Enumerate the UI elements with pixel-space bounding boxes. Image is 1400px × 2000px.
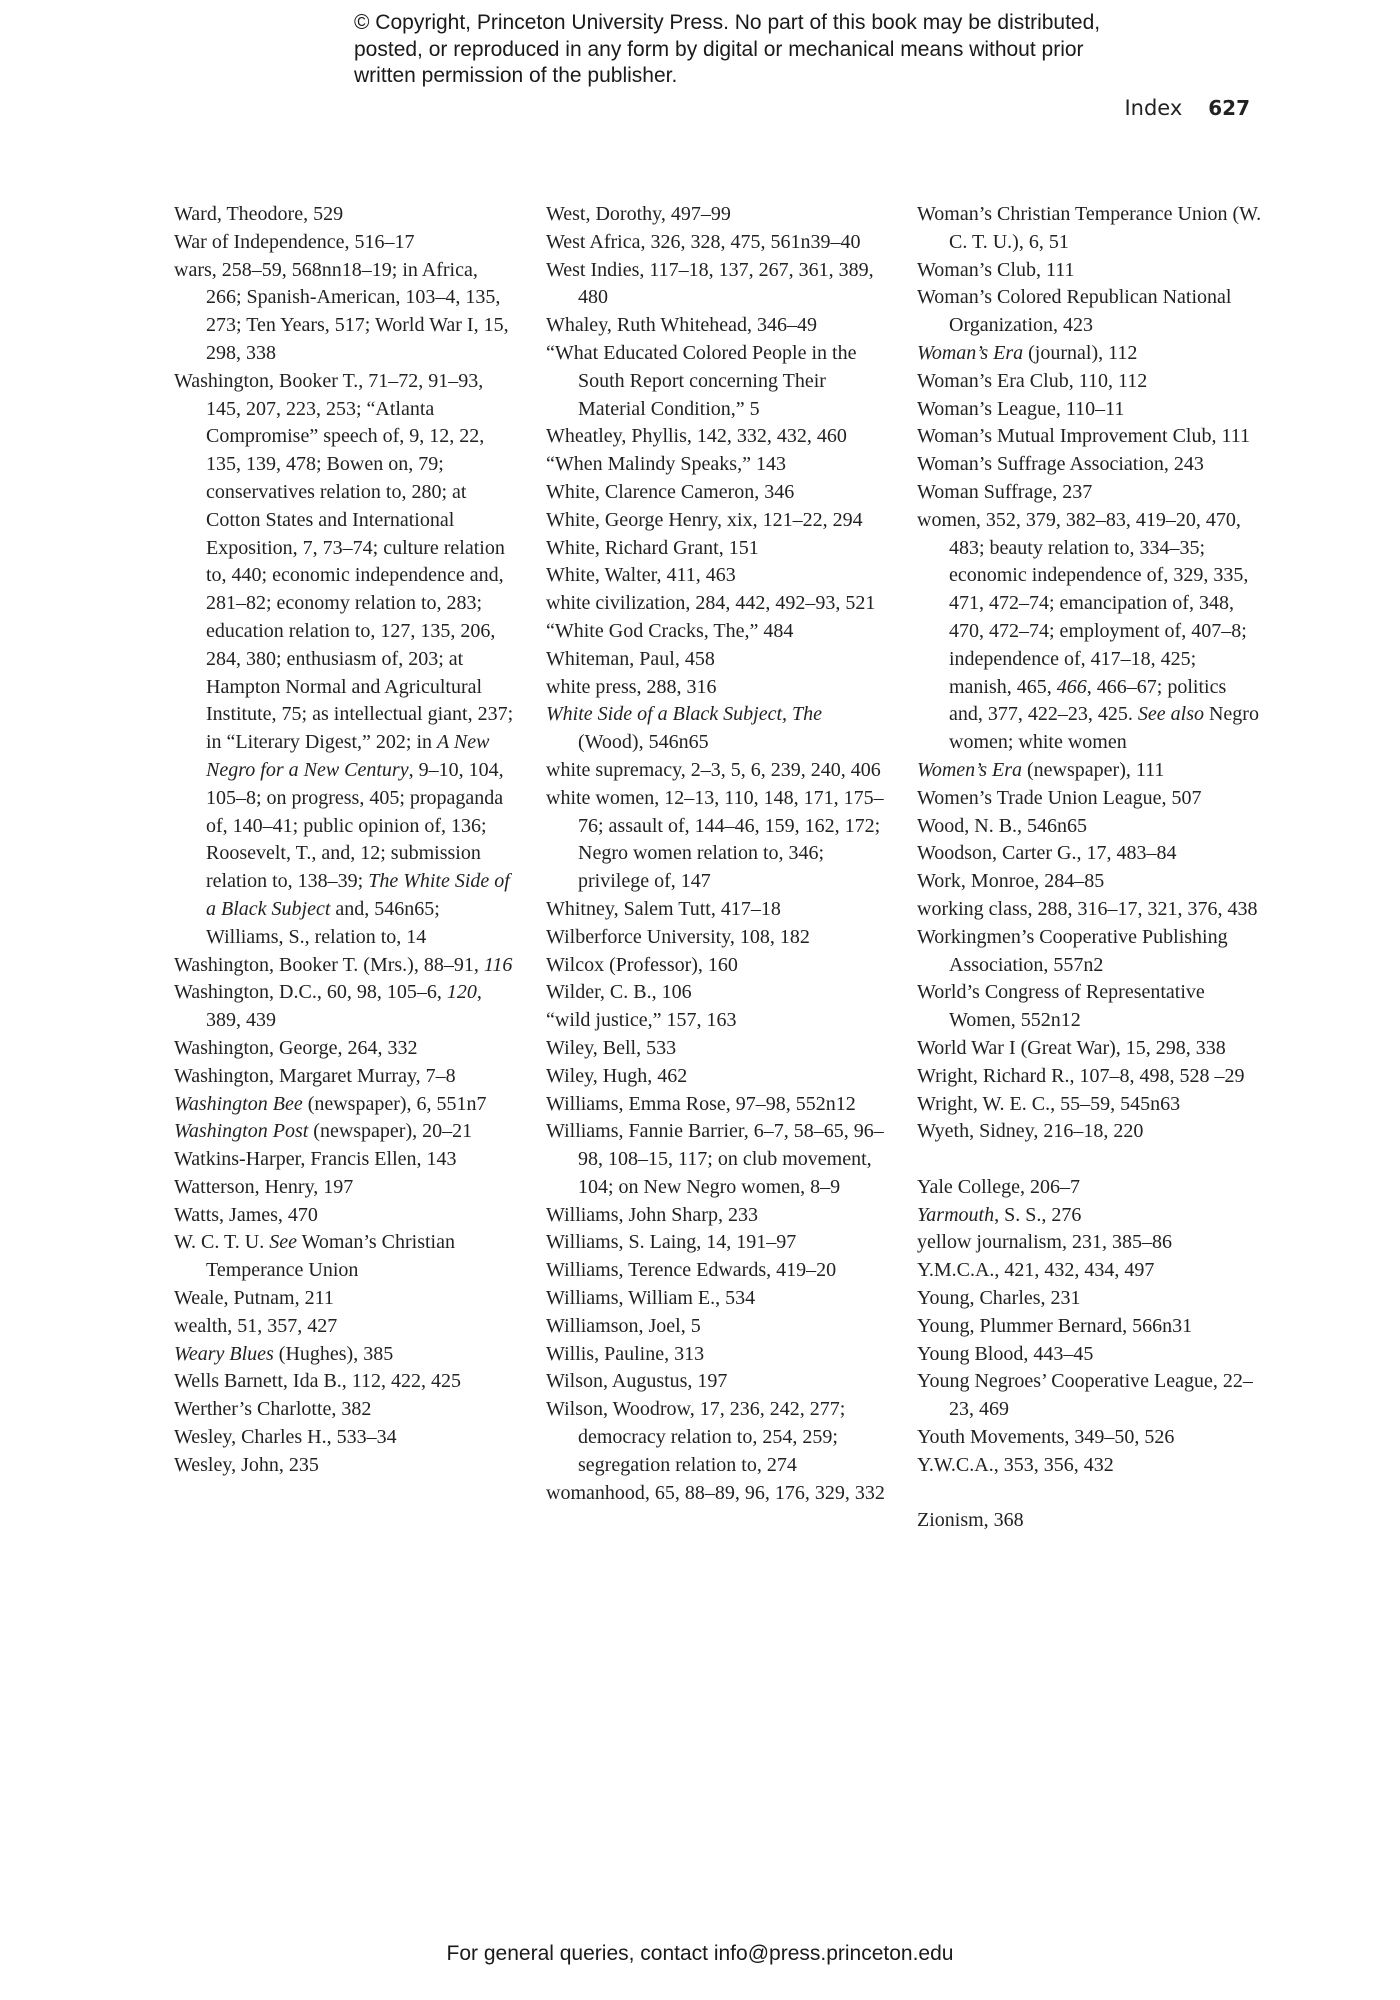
index-entry xyxy=(546,1035,886,1063)
index-entry xyxy=(174,1313,514,1341)
index-entry xyxy=(917,507,1262,757)
entry-text: Woman Suffrage, 237 xyxy=(917,480,1093,503)
entry-italic-text: 466 xyxy=(1056,675,1087,698)
entry-text: , 9–10, 104, 105–8; on progress, 405; propaganda of, 140–41; public opinion of, 136; Roosevelt, T., and, 12; submission relation to, 138–39; xyxy=(206,758,504,893)
index-entry xyxy=(546,979,886,1007)
entry-text: Ward, Theodore, 529 xyxy=(174,203,344,225)
entry-italic-text: Washington Bee xyxy=(174,1092,303,1115)
entry-text: Y.M.C.A., 421, 432, 434, 497 xyxy=(917,1259,1155,1282)
index-entry xyxy=(174,952,514,980)
index-entry xyxy=(546,896,886,924)
index-entry xyxy=(917,201,1262,257)
entry-text: Wheatley, Phyllis, 142, 332, 432, 460 xyxy=(546,425,847,448)
entry-text: W. C. T. U. xyxy=(174,1231,270,1254)
entry-text: Weale, Putnam, 211 xyxy=(174,1287,334,1310)
index-entry xyxy=(917,479,1262,507)
entry-italic-text: Weary Blues xyxy=(174,1342,274,1365)
index-entry xyxy=(917,1063,1262,1091)
entry-text: Woman’s Suffrage Association, 243 xyxy=(917,453,1204,476)
index-entry xyxy=(546,507,886,535)
entry-text: Work, Monroe, 284–85 xyxy=(917,870,1105,893)
letter-group-gap xyxy=(917,1480,1262,1508)
index-entry xyxy=(546,1341,886,1369)
index-entry xyxy=(917,1452,1262,1480)
entry-text: White, Clarence Cameron, 346 xyxy=(546,480,795,503)
index-entry xyxy=(917,396,1262,424)
index-entry xyxy=(546,618,886,646)
index-entry xyxy=(917,1118,1262,1146)
entry-text: Watts, James, 470 xyxy=(174,1203,318,1226)
entry-text: Williams, Terence Edwards, 419–20 xyxy=(546,1259,837,1282)
entry-text: Wilson, Augustus, 197 xyxy=(546,1370,728,1393)
index-entry xyxy=(546,1229,886,1257)
index-entry xyxy=(546,701,886,757)
index-entry xyxy=(174,1035,514,1063)
entry-italic-text: A New Negro for a New Century xyxy=(206,731,490,781)
entry-text: Wright, W. E. C., 55–59, 545n63 xyxy=(917,1092,1181,1115)
index-entry xyxy=(546,590,886,618)
index-entry xyxy=(546,1202,886,1230)
entry-text: Young, Charles, 231 xyxy=(917,1287,1081,1310)
entry-italic-text: The White Side of a Black Subject xyxy=(206,870,510,920)
entry-text: Woman’s Colored Republican National Organization, 423 xyxy=(917,286,1232,337)
entry-italic-text: 120 xyxy=(446,981,477,1004)
entry-text: Werther’s Charlotte, 382 xyxy=(174,1398,372,1421)
index-entry xyxy=(917,1202,1262,1230)
entry-text: Whitney, Salem Tutt, 417–18 xyxy=(546,897,781,920)
index-entry xyxy=(546,1396,886,1479)
entry-text: Wilberforce University, 108, 182 xyxy=(546,925,810,948)
entry-text: Williams, John Sharp, 233 xyxy=(546,1203,758,1226)
entry-italic-text: Woman’s Era xyxy=(917,341,1024,364)
entry-text: Wilson, Woodrow, 17, 236, 242, 277; democracy relation to, 254, 259; segregation relation to, 274 xyxy=(546,1398,846,1476)
entry-text: White, Walter, 411, 463 xyxy=(546,564,736,587)
index-entry xyxy=(174,1063,514,1091)
entry-text: Wright, Richard R., 107–8, 498, 528 –29 xyxy=(917,1064,1245,1087)
index-entry xyxy=(546,1063,886,1091)
entry-text: “wild justice,” 157, 163 xyxy=(546,1009,737,1032)
copyright-notice: © Copyright, Princeton University Press. No part of this book may be distributed, posted, or reproduced in any form by digital or mechanical means without prior written permission of the publisher. xyxy=(354,11,1101,87)
entry-italic-text: Washington Post xyxy=(174,1120,309,1143)
index-entry xyxy=(546,1285,886,1313)
index-entry xyxy=(546,757,886,785)
entry-text: Wells Barnett, Ida B., 112, 422, 425 xyxy=(174,1370,462,1393)
entry-text: West Africa, 326, 328, 475, 561n39–40 xyxy=(546,230,861,253)
entry-text: Wilder, C. B., 106 xyxy=(546,981,692,1004)
entry-text: Negro women; white women xyxy=(949,703,1259,754)
entry-text: Williams, S. Laing, 14, 191–97 xyxy=(546,1231,797,1254)
entry-text: Young Blood, 443–45 xyxy=(917,1342,1094,1365)
section-label: Index xyxy=(1124,96,1183,120)
index-entry xyxy=(174,1452,514,1480)
entry-text: Wiley, Hugh, 462 xyxy=(546,1064,688,1087)
running-head xyxy=(1124,96,1250,120)
entry-text: Wilcox (Professor), 160 xyxy=(546,953,738,976)
index-entry xyxy=(174,1341,514,1369)
entry-text: Woman’s Christian Temperance Union (W. C. T. U.), 6, 51 xyxy=(917,203,1262,253)
index-entry xyxy=(917,368,1262,396)
entry-text: , S. S., 276 xyxy=(994,1203,1082,1226)
entry-text: White, Richard Grant, 151 xyxy=(546,536,759,559)
index-entry xyxy=(546,1257,886,1285)
entry-text: Women’s Trade Union League, 507 xyxy=(917,786,1202,809)
index-entry xyxy=(546,451,886,479)
letter-group-gap xyxy=(917,1146,1262,1174)
index-entry xyxy=(917,924,1262,980)
entry-text: Wood, N. B., 546n65 xyxy=(917,814,1088,837)
entry-text: white civilization, 284, 442, 492–93, 521 xyxy=(546,592,876,615)
entry-text: Yale College, 206–7 xyxy=(917,1175,1080,1198)
index-entry xyxy=(917,284,1262,340)
index-entry xyxy=(546,1118,886,1201)
index-entry xyxy=(917,840,1262,868)
entry-text: Woman’s Club, 111 xyxy=(917,258,1075,281)
index-entry xyxy=(546,646,886,674)
index-entry xyxy=(546,785,886,896)
entry-text: womanhood, 65, 88–89, 96, 176, 329, 332 xyxy=(546,1481,885,1504)
index-entry xyxy=(546,479,886,507)
index-entry xyxy=(546,1313,886,1341)
index-entry xyxy=(174,1424,514,1452)
index-entry xyxy=(917,257,1262,285)
entry-text: wealth, 51, 357, 427 xyxy=(174,1314,338,1337)
entry-text: West, Dorothy, 497–99 xyxy=(546,203,731,225)
index-entry xyxy=(917,1285,1262,1313)
entry-text: working class, 288, 316–17, 321, 376, 438 xyxy=(917,897,1258,920)
entry-text: , 466–67; politics and, 377, 422–23, 425. xyxy=(949,675,1227,726)
footer-contact: For general queries, contact info@press.princeton.edu xyxy=(446,1942,954,1965)
index-entry xyxy=(546,257,886,313)
index-entry xyxy=(546,924,886,952)
index-entry xyxy=(917,1507,1262,1535)
index-entry xyxy=(546,201,886,229)
entry-text: Young, Plummer Bernard, 566n31 xyxy=(917,1314,1193,1337)
index-entry xyxy=(546,312,886,340)
index-entry xyxy=(917,979,1262,1035)
index-entry xyxy=(174,1396,514,1424)
index-entry xyxy=(174,1285,514,1313)
index-entry xyxy=(174,1202,514,1230)
index-entry xyxy=(546,1007,886,1035)
index-entry xyxy=(917,1035,1262,1063)
entry-text: and, 546n65; Williams, S., relation to, 14 xyxy=(206,897,440,948)
entry-text: Washington, George, 264, 332 xyxy=(174,1036,418,1059)
entry-text: Washington, D.C., 60, 98, 105–6, xyxy=(174,981,447,1004)
entry-text: Watterson, Henry, 197 xyxy=(174,1175,354,1198)
index-entry xyxy=(546,1368,886,1396)
index-entry xyxy=(917,1313,1262,1341)
index-entry xyxy=(917,868,1262,896)
entry-text: “White God Cracks, The,” 484 xyxy=(546,619,794,642)
index-entry xyxy=(546,674,886,702)
entry-text: Youth Movements, 349–50, 526 xyxy=(917,1426,1175,1449)
entry-italic-text: 116 xyxy=(483,953,513,976)
index-entry xyxy=(917,1341,1262,1369)
entry-text: (newspaper), 20–21 xyxy=(308,1120,473,1143)
entry-text: Woman’s League, 110–11 xyxy=(917,397,1125,420)
index-entry xyxy=(174,257,514,368)
index-entry xyxy=(917,451,1262,479)
index-entry xyxy=(546,1091,886,1119)
entry-text: Watkins-Harper, Francis Ellen, 143 xyxy=(174,1148,457,1171)
entry-text: white women, 12–13, 110, 148, 171, 175–76; assault of, 144–46, 159, 162, 172; Negro women relation to, 346; privilege of, 147 xyxy=(546,786,884,893)
entry-text: White, George Henry, xix, 121–22, 294 xyxy=(546,508,863,531)
entry-text: World’s Congress of Representative Women, 552n12 xyxy=(917,981,1205,1032)
entry-text: Washington, Margaret Murray, 7–8 xyxy=(174,1064,456,1087)
index-entry xyxy=(174,1229,514,1285)
index-entry xyxy=(546,535,886,563)
entry-text: Wyeth, Sidney, 216–18, 220 xyxy=(917,1120,1144,1143)
index-entry xyxy=(174,1118,514,1146)
entry-text: Woman’s Christian Temperance Union xyxy=(206,1231,455,1282)
index-entry xyxy=(174,979,514,1035)
index-entry xyxy=(917,340,1262,368)
entry-text: (newspaper), 111 xyxy=(1022,758,1165,781)
index-column-2 xyxy=(546,201,886,1507)
entry-text: white supremacy, 2–3, 5, 6, 239, 240, 406 xyxy=(546,758,881,781)
index-entry xyxy=(917,1257,1262,1285)
index-entry xyxy=(174,1368,514,1396)
entry-text: Williams, Emma Rose, 97–98, 552n12 xyxy=(546,1092,856,1115)
entry-text: Woodson, Carter G., 17, 483–84 xyxy=(917,842,1177,865)
entry-text: (newspaper), 6, 551n7 xyxy=(302,1092,487,1115)
entry-text: Whiteman, Paul, 458 xyxy=(546,647,715,670)
page-number: 627 xyxy=(1208,96,1250,120)
index-entry xyxy=(917,1229,1262,1257)
entry-text: Williams, William E., 534 xyxy=(546,1287,756,1310)
entry-text: “When Malindy Speaks,” 143 xyxy=(546,453,786,476)
entry-text: , 389, 439 xyxy=(206,981,482,1032)
index-entry xyxy=(917,1368,1262,1424)
entry-text: Whaley, Ruth Whitehead, 346–49 xyxy=(546,314,818,337)
entry-text: Williamson, Joel, 5 xyxy=(546,1314,701,1337)
index-entry xyxy=(917,785,1262,813)
entry-text: Y.W.C.A., 353, 356, 432 xyxy=(917,1453,1114,1476)
index-entry xyxy=(174,1146,514,1174)
index-entry xyxy=(546,340,886,423)
entry-text: white press, 288, 316 xyxy=(546,675,717,698)
entry-italic-text: See xyxy=(269,1231,297,1254)
index-entry xyxy=(546,952,886,980)
index-entry xyxy=(174,368,514,952)
index-column-1 xyxy=(174,201,514,1480)
index-entry xyxy=(174,201,514,229)
entry-text: women, 352, 379, 382–83, 419–20, 470, 483; beauty relation to, 334–35; economic independence of, 329, 335, 471, 472–74; emancipation of, 348, 470, 472–74; employment of, 407–8; independence of, 417–18, 425; manish, 465, xyxy=(917,508,1249,698)
index-entry xyxy=(546,423,886,451)
entry-italic-text: Yarmouth xyxy=(917,1203,995,1226)
entry-text: World War I (Great War), 15, 298, 338 xyxy=(917,1036,1226,1059)
index-entry xyxy=(917,1174,1262,1202)
index-column-3 xyxy=(917,201,1262,1535)
entry-text: Young Negroes’ Cooperative League, 22–23, 469 xyxy=(917,1370,1253,1421)
entry-text: West Indies, 117–18, 137, 267, 361, 389, 480 xyxy=(546,258,874,309)
index-entry xyxy=(546,229,886,257)
index-entry xyxy=(546,562,886,590)
entry-text: Woman’s Era Club, 110, 112 xyxy=(917,369,1148,392)
entry-text: War of Independence, 516–17 xyxy=(174,230,415,253)
entry-italic-text: See also xyxy=(1137,703,1204,726)
index-entry xyxy=(917,423,1262,451)
entry-text: (Wood), 546n65 xyxy=(578,731,709,754)
entry-text: yellow journalism, 231, 385–86 xyxy=(917,1231,1172,1254)
entry-text: Williams, Fannie Barrier, 6–7, 58–65, 96–98, 108–15, 117; on club movement, 104; on New Negro women, 8–9 xyxy=(546,1120,884,1198)
entry-italic-text: White Side of a Black Subject, The xyxy=(546,703,823,726)
entry-text: Washington, Booker T. (Mrs.), 88–91, xyxy=(174,953,484,976)
entry-text: (journal), 112 xyxy=(1023,341,1138,364)
entry-text: Wesley, John, 235 xyxy=(174,1453,319,1476)
index-entry xyxy=(917,757,1262,785)
index-entry xyxy=(174,1091,514,1119)
index-entry xyxy=(917,1091,1262,1119)
entry-text: Willis, Pauline, 313 xyxy=(546,1342,705,1365)
entry-text: Woman’s Mutual Improvement Club, 111 xyxy=(917,425,1250,448)
index-entry xyxy=(917,1424,1262,1452)
entry-text: wars, 258–59, 568nn18–19; in Africa, 266; Spanish-American, 103–4, 135, 273; Ten Years, 517; World War I, 15, 298, 338 xyxy=(174,258,509,364)
index-entry xyxy=(917,896,1262,924)
entry-text: (Hughes), 385 xyxy=(273,1342,394,1365)
index-entry xyxy=(546,1480,886,1508)
entry-text: Wiley, Bell, 533 xyxy=(546,1036,677,1059)
entry-text: Washington, Booker T., 71–72, 91–93, 145, 207, 223, 253; “Atlanta Compromise” speech of, 9, 12, 22, 135, 139, 478; Bowen on, 79; conservatives relation to, 280; at Cotton States and International Exposition, 7, 73–74; culture relation to, 440; economic independence and, 281–82; economy relation to, 283; education relation to, 127, 135, 206, 284, 380; enthusiasm of, 203; at Hampton Normal and Agricultural Institute, 75; as intellectual giant, 237; in “Literary Digest,” 202; in xyxy=(174,369,514,754)
entry-text: Workingmen’s Cooperative Publishing Association, 557n2 xyxy=(917,925,1228,976)
index-entry xyxy=(174,229,514,257)
entry-italic-text: Women’s Era xyxy=(917,758,1023,781)
entry-text: “What Educated Colored People in the South Report concerning Their Material Condition,” 5 xyxy=(546,341,857,420)
entry-text: Wesley, Charles H., 533–34 xyxy=(174,1426,397,1449)
entry-text: Zionism, 368 xyxy=(917,1509,1024,1532)
index-entry xyxy=(917,813,1262,841)
index-entry xyxy=(174,1174,514,1202)
